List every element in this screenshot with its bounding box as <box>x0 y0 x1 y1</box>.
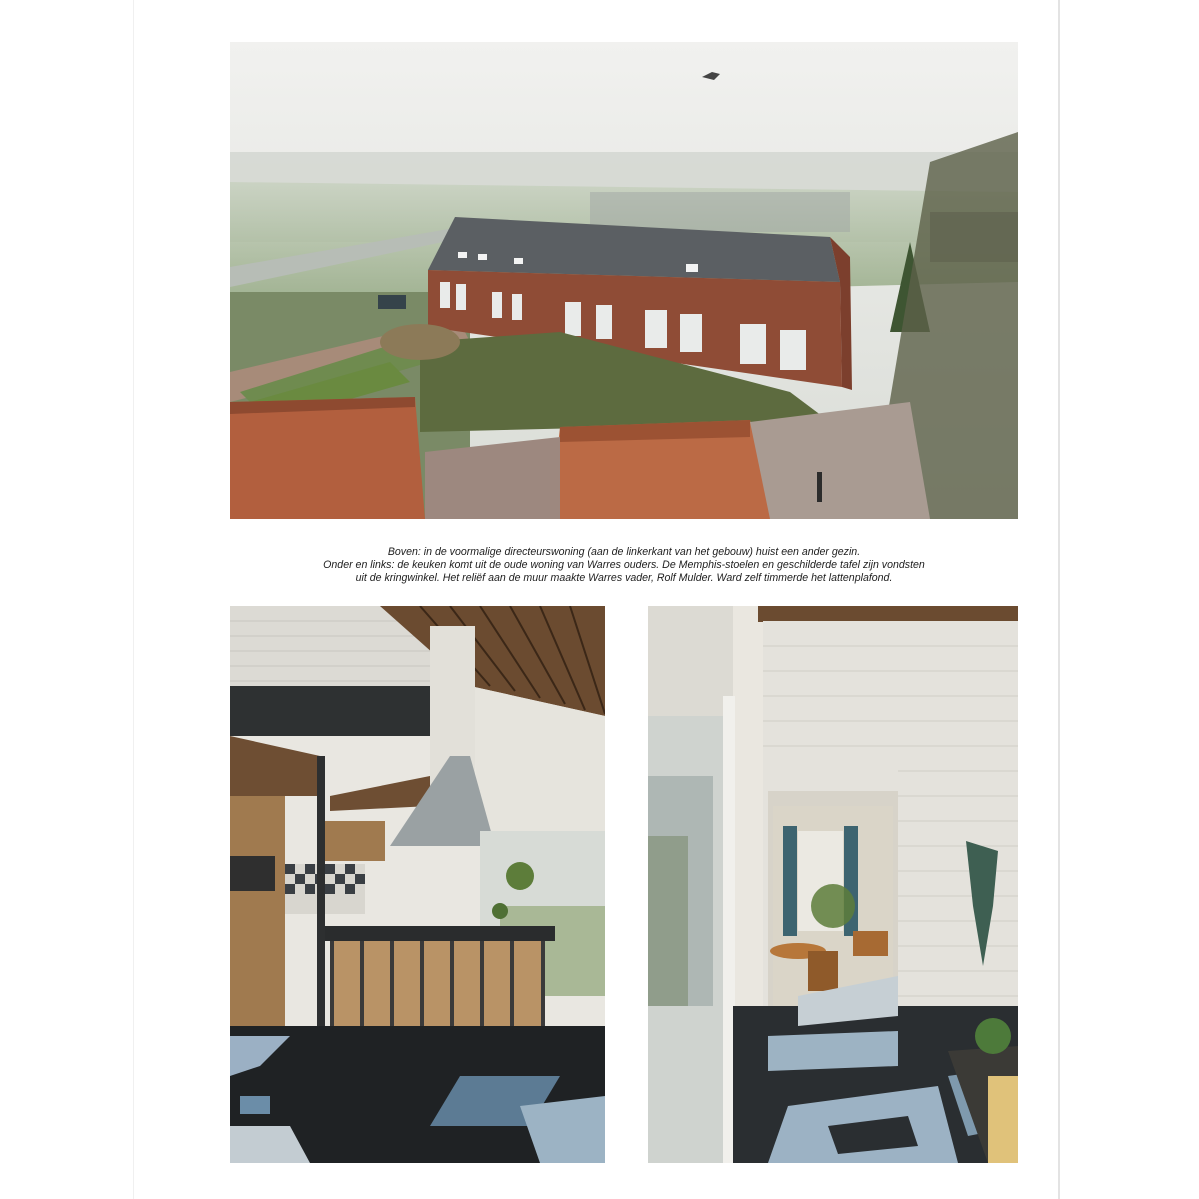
photo-caption <box>230 546 1018 585</box>
bottom-right-photo-hallway <box>648 606 1018 1163</box>
caption-line-2: Onder en links: de keuken komt uit de oude woning van Warres ouders. De Memphis-stoelen en geschilderde tafel zijn vondsten <box>323 559 925 571</box>
top-photo-building <box>230 42 1018 519</box>
bottom-left-photo-kitchen <box>230 606 605 1163</box>
caption-line-3: uit de kringwinkel. Het reliëf aan de muur maakte Warres vader, Rolf Mulder. Ward zelf timmerde het lattenplafond. <box>355 572 893 584</box>
caption-line-1: Boven: in de voormalige directeurswoning (aan de linkerkant van het gebouw) huist een ander gezin. <box>387 546 861 558</box>
